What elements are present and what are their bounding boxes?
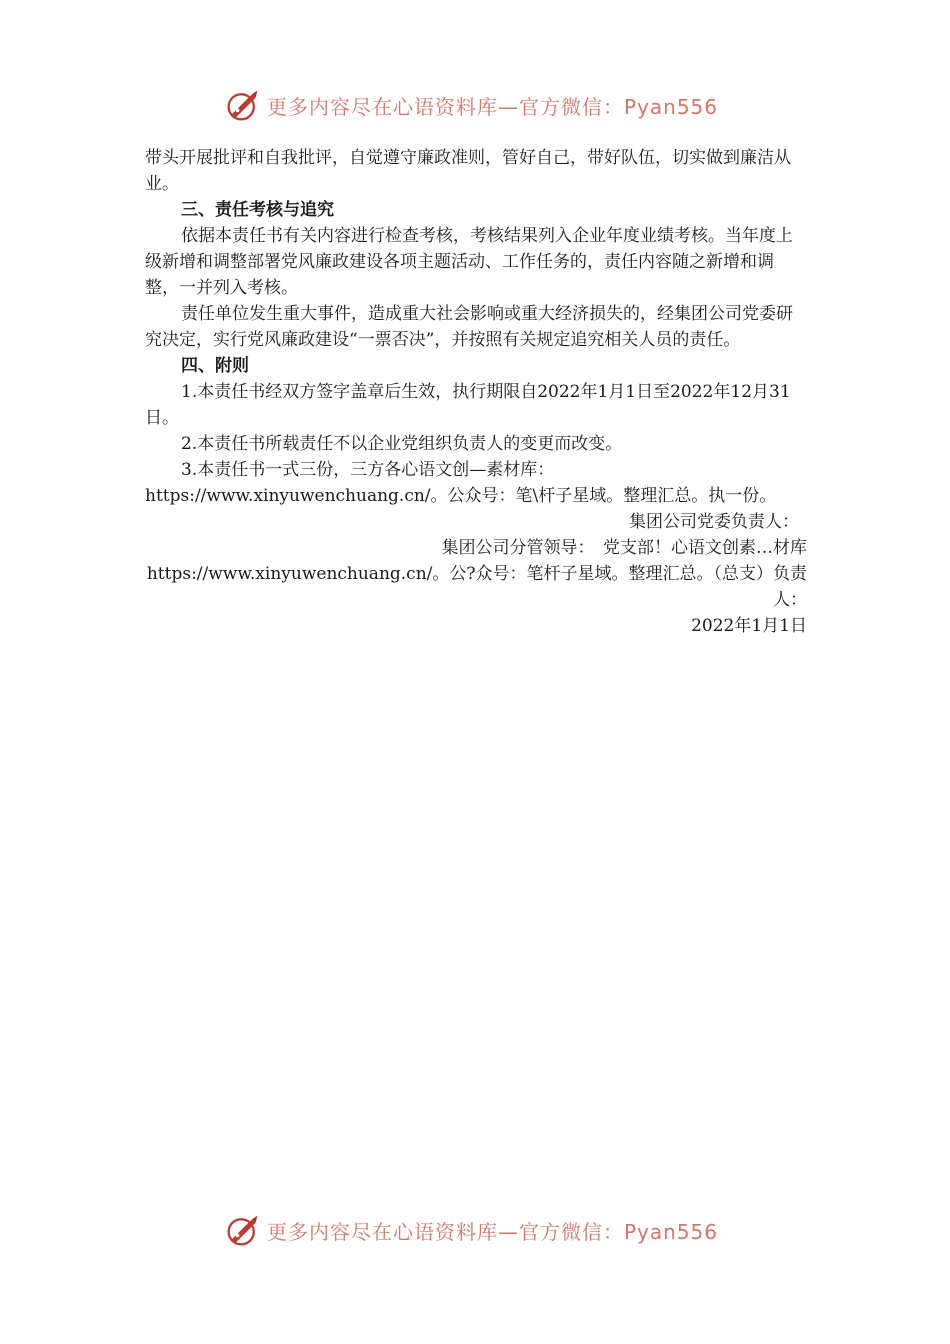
watermark-text: 更多内容尽在心语资料库—官方微信：Pyan556: [267, 94, 719, 119]
document-body: [145, 145, 807, 639]
signature-party-committee: 集团公司党委负责人：: [629, 512, 799, 532]
signature-date: 2022年1月1日: [691, 616, 807, 636]
header-watermark-banner: [225, 85, 718, 125]
pen-nib-logo-icon: [225, 1212, 261, 1248]
pen-nib-logo-icon: [225, 87, 261, 123]
paragraph: 带头开展批评和自我批评，自觉遵守廉政准则，管好自己，带好队伍，切实做到廉洁从业。: [145, 148, 791, 194]
signature-supervising-leader: 集团公司分管领导： 党支部！心语文创素…材库https://www.xinyuwenchuang.cn/。公?众号：笔杆子星域。整理汇总。（总支）负责人：: [146, 538, 807, 610]
list-item: 3.本责任书一式三份，三方各心语文创—素材库：https://www.xinyuwenchuang.cn/。公众号：笔\杆子星域。整理汇总。执一份。: [145, 460, 777, 506]
paragraph: 责任单位发生重大事件，造成重大社会影响或重大经济损失的，经集团公司党委研究决定，实行党风廉政建设“一票否决”，并按照有关规定追究相关人员的责任。: [145, 304, 793, 350]
list-item: 1.本责任书经双方签字盖章后生效，执行期限自2022年1月1日至2022年12月31日。: [145, 382, 791, 428]
footer-watermark-banner: [225, 1210, 718, 1250]
section-heading: 三、责任考核与追究: [181, 200, 334, 220]
paragraph: 依据本责任书有关内容进行检查考核，考核结果列入企业年度业绩考核。当年度上级新增和调整部署党风廉政建设各项主题活动、工作任务的，责任内容随之新增和调整，一并列入考核。: [145, 226, 793, 298]
list-item: 2.本责任书所载责任不以企业党组织负责人的变更而改变。: [181, 434, 623, 454]
watermark-text: 更多内容尽在心语资料库—官方微信：Pyan556: [267, 1219, 719, 1244]
section-heading: 四、附则: [181, 356, 249, 376]
